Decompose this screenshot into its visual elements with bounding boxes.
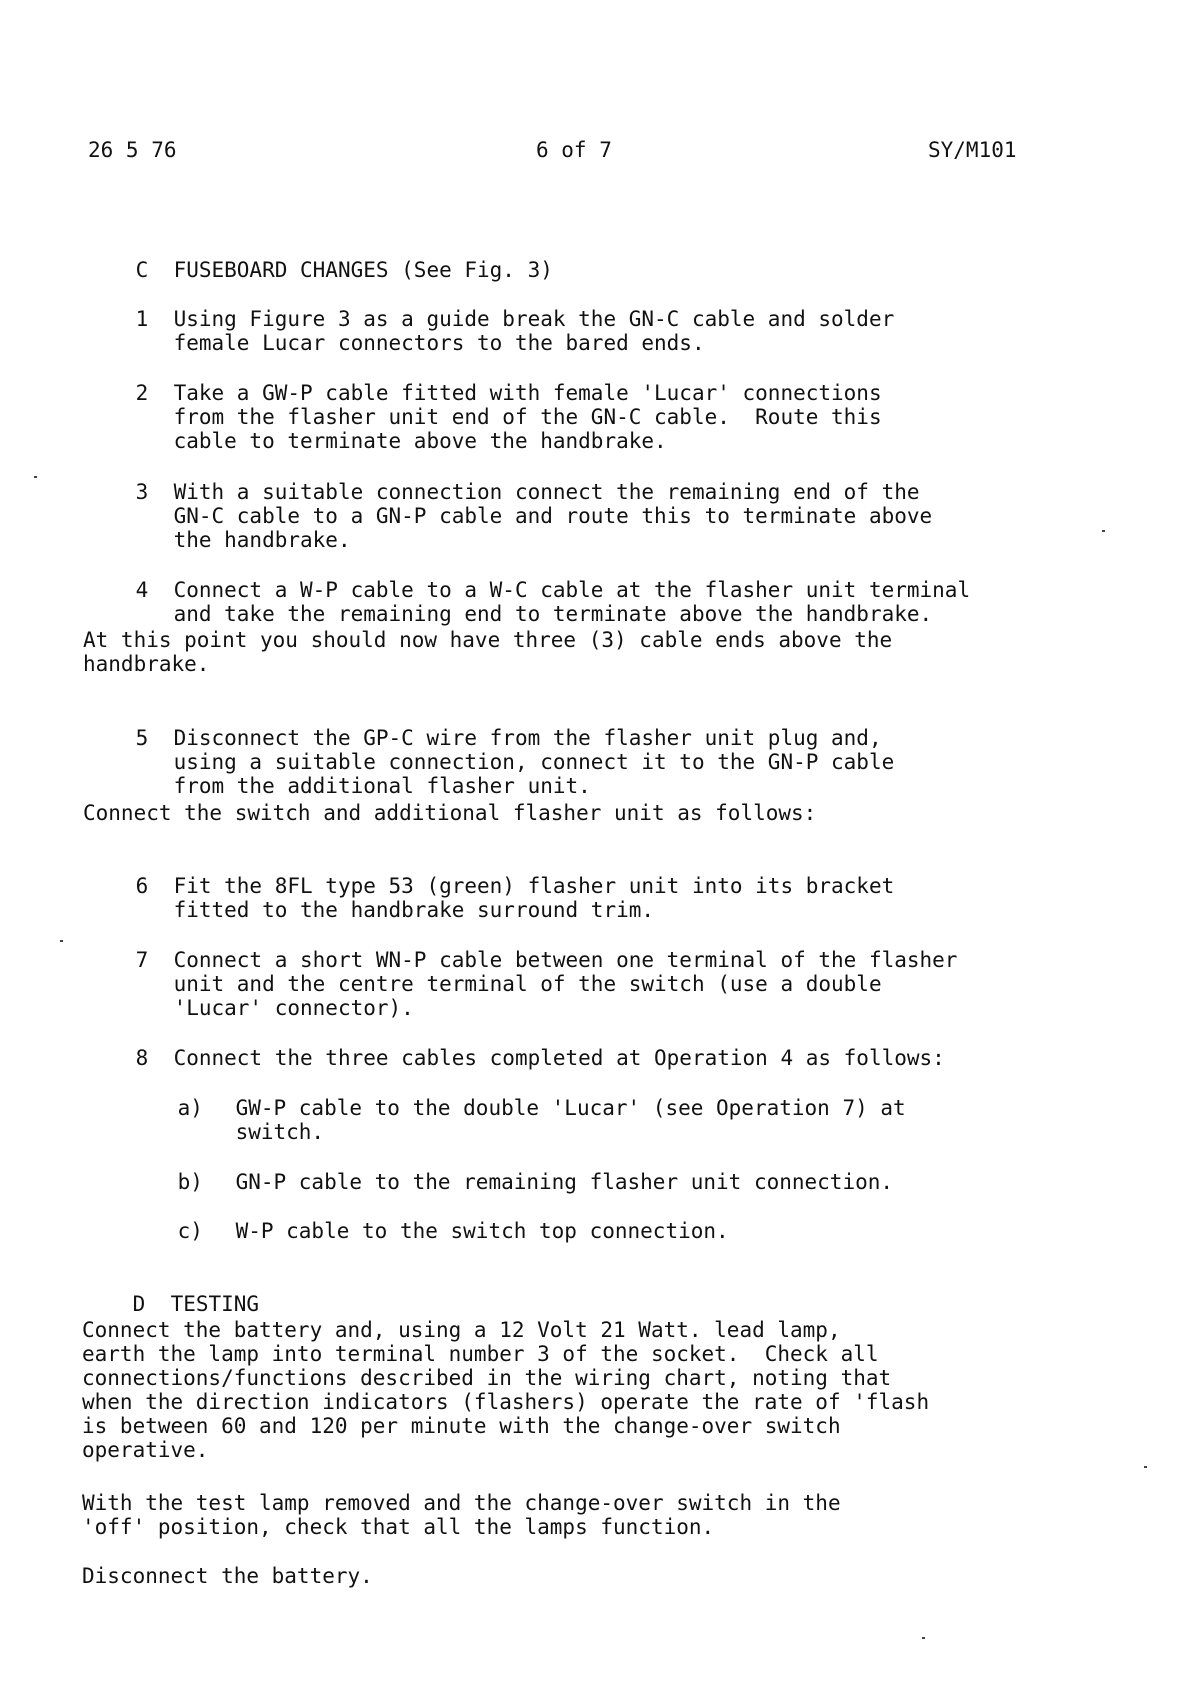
sub-step-label: a) bbox=[177, 1096, 203, 1120]
header-reference: SY/M101 bbox=[928, 138, 1017, 162]
sub-step-label: c) bbox=[177, 1219, 203, 1243]
step-text: Connect a W-P cable to a W-C cable at the flasher unit terminal and take the remaining end to terminate above the handbrake. bbox=[173, 578, 971, 626]
sub-step-text: GN-P cable to the remaining flasher unit connection. bbox=[235, 1170, 894, 1194]
step-number: 5 bbox=[135, 726, 149, 750]
step-number: 1 bbox=[135, 307, 149, 331]
step-text: Connect a short WN-P cable between one terminal of the flasher unit and the centre terminal of the switch (use a double 'Lucar' connector). bbox=[173, 948, 958, 1020]
step-text: Take a GW-P cable fitted with female 'Lucar' connections from the flasher unit end of the GN-C cable. Route this cable to terminate above the handbrake. bbox=[173, 381, 882, 453]
step-text: Fit the 8FL type 53 (green) flasher unit into its bracket fitted to the handbrake surround trim. bbox=[173, 874, 895, 922]
section-c-letter: C bbox=[135, 258, 149, 282]
header-date: 26 5 76 bbox=[88, 138, 177, 162]
step-number: 7 bbox=[135, 948, 149, 972]
testing-paragraph: Connect the battery and, using a 12 Volt 21 Watt. lead lamp, earth the lamp into terminal number 3 of the socket. Check all connections/functions described in the wiring chart, noting that when the direction indicators (flashers) operate the rate of 'flash is between 60 and 120 per minute with the change-over switch operative. bbox=[82, 1318, 930, 1462]
step-number: 8 bbox=[135, 1046, 149, 1070]
scan-speck bbox=[1144, 1466, 1147, 1468]
step-number: 4 bbox=[135, 578, 149, 602]
scan-speck bbox=[922, 1637, 925, 1639]
step-text: With a suitable connection connect the remaining end of the GN-C cable to a GN-P cable and route this to terminate above the handbrake. bbox=[173, 480, 933, 552]
section-d-title: TESTING bbox=[170, 1292, 260, 1316]
step-number: 6 bbox=[135, 874, 149, 898]
testing-paragraph: Disconnect the battery. bbox=[82, 1564, 373, 1588]
scan-speck bbox=[34, 476, 37, 478]
header-page-number: 6 of 7 bbox=[536, 138, 612, 162]
step-text: Connect the three cables completed at Operation 4 as follows: bbox=[173, 1046, 945, 1070]
step-number: 2 bbox=[135, 381, 149, 405]
sub-step-item bbox=[127, 1195, 729, 1267]
scan-speck bbox=[60, 940, 63, 942]
sub-step-text: W-P cable to the switch top connection. bbox=[235, 1219, 729, 1243]
sub-step-label: b) bbox=[177, 1170, 203, 1194]
step-number: 3 bbox=[135, 480, 149, 504]
sub-step-text: GW-P cable to the double 'Lucar' (see Operation 7) at switch. bbox=[235, 1096, 906, 1144]
section-c-title: FUSEBOARD CHANGES (See Fig. 3) bbox=[173, 258, 553, 282]
section-d-letter: D bbox=[132, 1292, 146, 1316]
note-connect-switch: Connect the switch and additional flasher unit as follows: bbox=[83, 801, 817, 825]
step-text: Disconnect the GP-C wire from the flasher unit plug and, using a suitable connection, connect it to the GN-P cable from the additional flasher unit. bbox=[173, 726, 895, 798]
step-text: Using Figure 3 as a guide break the GN-C cable and solder female Lucar connectors to the bared ends. bbox=[173, 307, 895, 355]
testing-paragraph: With the test lamp removed and the change-over switch in the 'off' position, check that all the lamps function. bbox=[82, 1491, 841, 1539]
note-cable-ends: At this point you should now have three (3) cable ends above the handbrake. bbox=[83, 628, 893, 676]
scan-speck bbox=[1102, 530, 1105, 532]
